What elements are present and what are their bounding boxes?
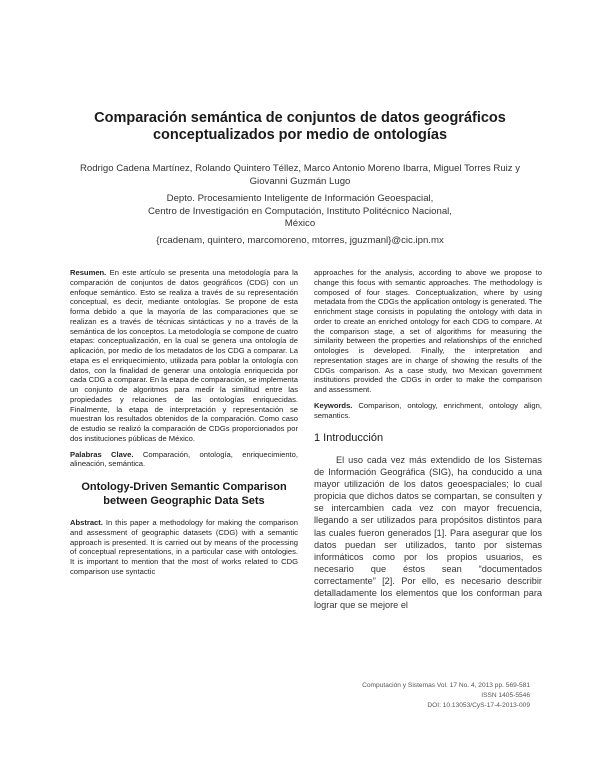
paper-title: Comparación semántica de conjuntos de datos geográficos conceptualizados por medio de ontologías <box>94 110 506 143</box>
resumen-label: Resumen. <box>70 268 107 277</box>
keywords-label: Keywords. <box>314 400 353 410</box>
journal-doi: DOI: 10.13053/CyS-17-4-2013-009 <box>427 702 530 709</box>
abstract-continuation: approaches for the analysis, according to above we propose to change this focus with semantic approaches. The methodology is composed of four stages. Conceptualization, where by using metadata from the CDGs the application ontology is generated. The enrichment stage consists in populating the ontology with data in order to create an enriched ontology for each CDG to compare. At the comparison stage, a set of algorithms for measuring the similarity between the properties and relationships of the enriched ontologies is developed. Finally, the interpretation and representation stages are in charge of showing the results of the CDGs comparison. As a case study, two Mexican government institutions provided the CDGs in order to make the comparison and assessment. <box>314 268 542 394</box>
palabras-clave-paragraph <box>70 450 298 470</box>
palabras-clave-label: Palabras Clave. <box>70 449 134 459</box>
author-list: Rodrigo Cadena Martínez, Rolando Quintero Téllez, Marco Antonio Moreno Ibarra, Miguel Torres Ruiz y Giovanni Guzmán Lugo <box>79 163 521 187</box>
affiliation-line: Depto. Procesamiento Inteligente de Información Geoespacial, <box>166 193 434 204</box>
resumen-text: En este artículo se presenta una metodología para la comparación de conjuntos de datos geográficos (CDG) con un enfoque semántico. Esto se realiza a través de su representación conceptual, es decir, mediante ontologías. Se propone de esta forma debido a que la mayoría de las comparaciones que se realizan es a través de técnicas sintácticas y no a través de la semántica de los conceptos. La metodología se compone de cuatro etapas: conceptualización, en la cual se genera una ontología de aplicación, por medio de los metadatos de los CDG a comparar. La etapa es el enriquecimiento, utilizada para poblar la ontología con datos, con la finalidad de generar una ontología enriquecida por cada CDG a comparar. En la etapa de comparación, se implementa un conjunto de algoritmos para medir la similitud entre las propiedades y relaciones de las ontologías enriquecidas. Finalmente, la etapa de interpretación y representación se muestran los resultados obtenidos de la comparación. Como caso de estudio se realizó la comparación de CDGs proporcionados por dos instituciones públicas de México. <box>70 268 298 443</box>
keywords-paragraph <box>314 401 542 421</box>
abstract-text: In this paper a methodology for making the comparison and assessment of geographic datasets (CDG) with a semantic approach is presented. It is carried out by means of the processing of conceptual representations, in a particular case with ontologies. It is important to mention that the most of works related to CDG comparison use syntactic <box>70 518 298 576</box>
left-column <box>70 268 298 577</box>
affiliation <box>60 193 540 231</box>
journal-footer <box>300 681 530 711</box>
introduction-body <box>314 454 542 611</box>
abstract-label: Abstract. <box>70 518 103 527</box>
english-title: Ontology-Driven Semantic Comparison between Geographic Data Sets <box>81 481 287 507</box>
abstract-paragraph <box>70 518 298 577</box>
palabras-clave-text: Comparación, ontología, enriquecimiento, alineación, semántica. <box>70 449 298 469</box>
author-emails: {rcadenam, quintero, marcomoreno, mtorres, jguzmanl}@cic.ipn.mx <box>156 235 444 246</box>
affiliation-line: México <box>284 218 316 229</box>
section-heading: 1 Introducción <box>314 432 384 445</box>
journal-citation: Computación y Sistemas Vol. 17 No. 4, 2013 pp. 569-581 <box>362 682 530 689</box>
journal-issn: ISSN 1405-5546 <box>481 692 530 699</box>
right-column <box>314 268 542 611</box>
resumen-paragraph <box>70 268 298 444</box>
affiliation-line: Centro de Investigación en Computación, Instituto Politécnico Nacional, <box>148 205 452 217</box>
introduction-paragraph: El uso cada vez más extendido de los Sistemas de Información Geográfica (SIG), ha conducido a una mayor utilización de los datos geoespaciales; lo cual propicia que dichos datos se compartan, se consulten y se intercambien cada vez con mayor frecuencia, llegando a ser utilizados para propósitos distintos para las cuales fueron generados [1]. Para asegurar que los datos puedan ser utilizados, tanto por sistemas informáticos como por los propios usuarios, es necesario que éstos sean “documentados correctamente” [2]. Por ello, es necesario describir detalladamente los elementos que los conforman para lograr que se mejore el <box>314 455 542 611</box>
keywords-text: Comparison, ontology, enrichment, ontology align, semantics. <box>314 400 542 420</box>
